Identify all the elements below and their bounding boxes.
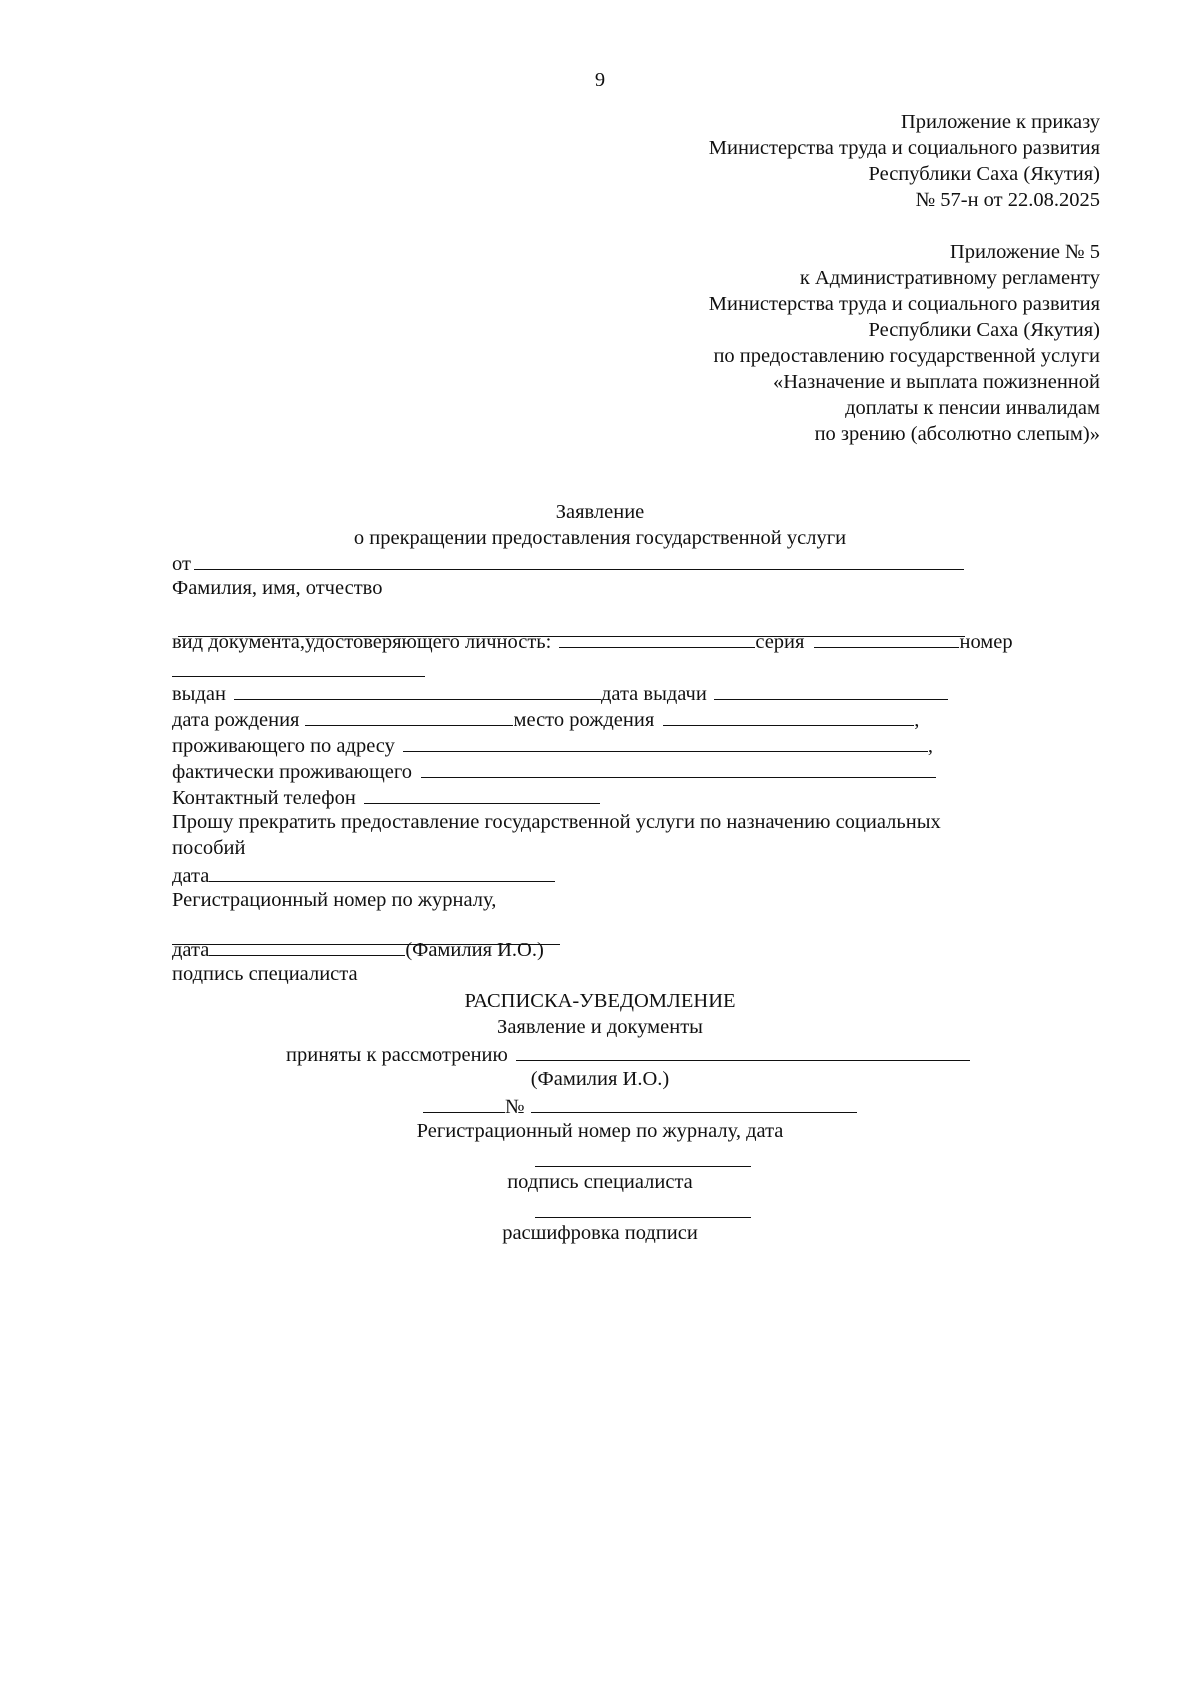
accepted-label: приняты к рассмотрению bbox=[286, 1044, 508, 1066]
address-blank[interactable] bbox=[403, 732, 928, 752]
from-row bbox=[172, 550, 964, 577]
specialist-signature-blank[interactable] bbox=[535, 1166, 751, 1167]
issued-label: выдан bbox=[172, 683, 226, 705]
birth-row bbox=[172, 706, 919, 733]
address-row bbox=[172, 732, 933, 759]
date-blank[interactable] bbox=[209, 862, 555, 882]
appendix-order-line-3: Республики Саха (Якутия) bbox=[868, 163, 1100, 185]
phone-label: Контактный телефон bbox=[172, 787, 356, 809]
page-number: 9 bbox=[594, 69, 606, 91]
receipt-specialist-signature: подпись специалиста bbox=[507, 1171, 693, 1193]
application-subtitle: о прекращении предоставления государственной услуги bbox=[353, 527, 847, 549]
id-doc-label: вид документа,удостоверяющего личность: bbox=[172, 631, 552, 653]
birth-comma: , bbox=[914, 709, 920, 731]
address-comma: , bbox=[927, 735, 934, 757]
date-fio-row bbox=[172, 936, 544, 963]
accepted-row bbox=[286, 1041, 970, 1068]
date-label-2: дата bbox=[172, 939, 210, 961]
date-label: дата bbox=[172, 865, 210, 887]
appendix-regulation-line-2: к Административному регламенту bbox=[799, 267, 1100, 289]
reg-number-label: Регистрационный номер по журналу, bbox=[172, 889, 497, 911]
issued-row bbox=[172, 680, 948, 707]
appendix-order-line-4: № 57-н от 22.08.2025 bbox=[915, 189, 1100, 211]
appendix-order-line-2: Министерства труда и социального развития bbox=[708, 137, 1100, 159]
accepted-blank[interactable] bbox=[516, 1041, 970, 1061]
date-blank-2[interactable] bbox=[209, 936, 405, 956]
date-row bbox=[172, 862, 555, 889]
request-line-1: Прошу прекратить предоставление государственной услуги по назначению социальных bbox=[172, 811, 941, 833]
appendix-regulation-line-7: доплаты к пенсии инвалидам bbox=[845, 397, 1100, 419]
phone-blank[interactable] bbox=[364, 784, 600, 804]
phone-row bbox=[172, 784, 600, 811]
appendix-regulation-line-6: «Назначение и выплата пожизненной bbox=[773, 371, 1100, 393]
address-label: проживающего по адресу bbox=[172, 735, 395, 757]
number-sign: № bbox=[505, 1096, 525, 1118]
fio-short-label: (Фамилия И.О.) bbox=[405, 939, 544, 961]
application-title: Заявление bbox=[555, 501, 645, 523]
series-label: серия bbox=[755, 631, 805, 653]
appendix-regulation-line-8: по зрению (абсолютно слепым)» bbox=[814, 423, 1100, 445]
receipt-fio-short: (Фамилия И.О.) bbox=[530, 1068, 670, 1090]
fio-label: Фамилия, имя, отчество bbox=[172, 577, 383, 599]
number-blank[interactable] bbox=[172, 676, 425, 677]
receipt-number-blank[interactable] bbox=[531, 1093, 857, 1113]
specialist-signature-label: подпись специалиста bbox=[172, 963, 358, 985]
birth-date-blank[interactable] bbox=[305, 706, 513, 726]
appendix-order-line-1: Приложение к приказу bbox=[900, 111, 1100, 133]
from-label: от bbox=[172, 553, 191, 575]
actual-address-blank[interactable] bbox=[421, 758, 936, 778]
number-label: номер bbox=[959, 631, 1013, 653]
appendix-regulation-line-4: Республики Саха (Якутия) bbox=[868, 319, 1100, 341]
appendix-regulation-line-3: Министерства труда и социального развития bbox=[708, 293, 1100, 315]
number-row bbox=[423, 1093, 857, 1120]
id-doc-blank[interactable] bbox=[559, 628, 755, 648]
actual-address-label: фактически проживающего bbox=[172, 761, 413, 783]
appendix-regulation-line-5: по предоставлению государственной услуги bbox=[713, 345, 1100, 367]
signature-decoding-blank[interactable] bbox=[535, 1217, 751, 1218]
series-blank[interactable] bbox=[814, 628, 959, 648]
receipt-date-blank[interactable] bbox=[423, 1093, 505, 1113]
request-line-2: пособий bbox=[172, 837, 246, 859]
actual-address-row bbox=[172, 758, 936, 785]
issue-date-label: дата выдачи bbox=[600, 683, 707, 705]
issue-date-blank[interactable] bbox=[714, 680, 948, 700]
birth-place-blank[interactable] bbox=[663, 706, 914, 726]
appendix-regulation-line-1: Приложение № 5 bbox=[949, 241, 1100, 263]
from-blank[interactable] bbox=[194, 550, 964, 570]
id-doc-row bbox=[172, 628, 1013, 655]
birth-place-label: место рождения bbox=[513, 709, 655, 731]
issued-blank[interactable] bbox=[234, 680, 601, 700]
receipt-line-1: Заявление и документы bbox=[497, 1016, 703, 1038]
receipt-signature-decoding: расшифровка подписи bbox=[502, 1222, 698, 1244]
receipt-title: РАСПИСКА-УВЕДОМЛЕНИЕ bbox=[464, 990, 736, 1012]
receipt-reg-number-date: Регистрационный номер по журналу, дата bbox=[416, 1120, 784, 1142]
birth-date-label: дата рождения bbox=[172, 709, 300, 731]
